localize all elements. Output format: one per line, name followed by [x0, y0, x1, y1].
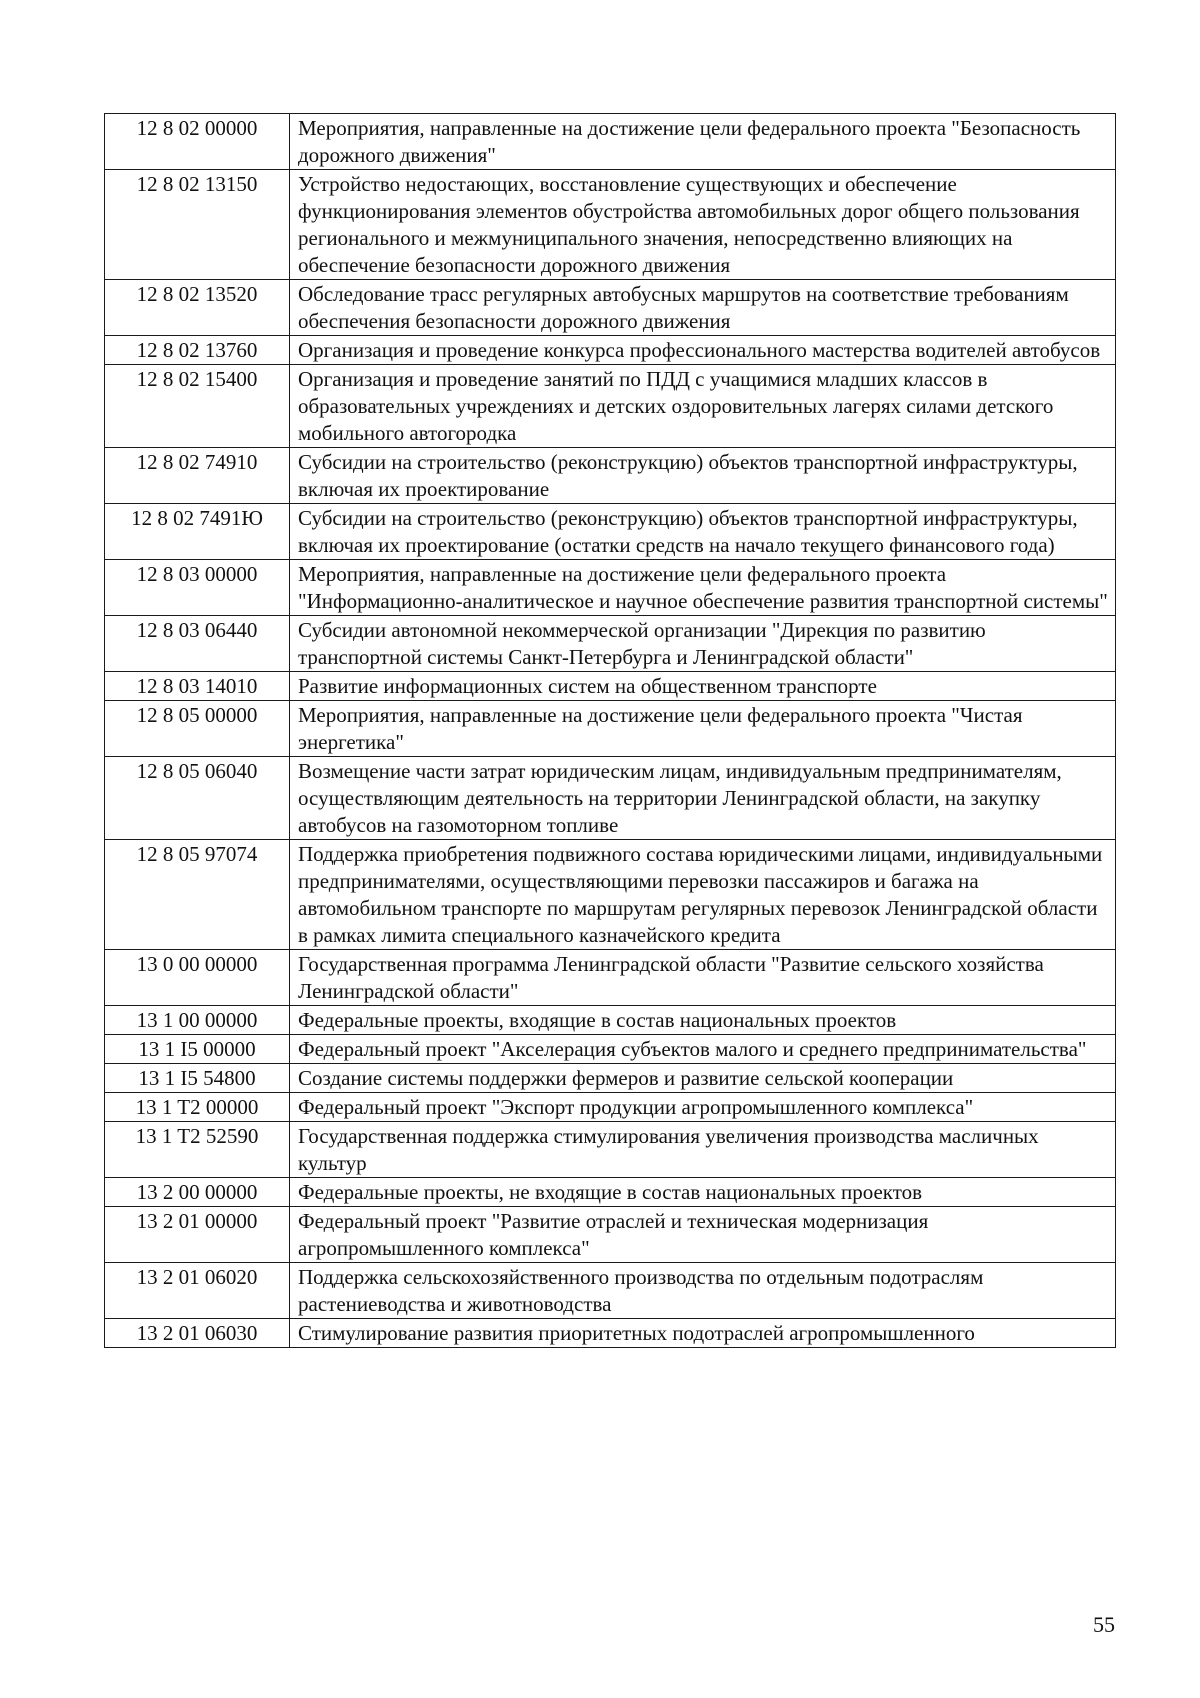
table-row: [105, 114, 1116, 170]
row-description-cell: Мероприятия, направленные на достижение цели федерального проекта "Информационно-аналитическое и научное обеспечение развития транспортной системы": [290, 560, 1116, 616]
row-code-cell: 13 1 I5 00000: [105, 1035, 290, 1064]
page-number: 55: [1093, 1612, 1115, 1637]
row-code-cell: 12 8 03 00000: [105, 560, 290, 616]
table-row: [105, 170, 1116, 280]
table-row: [105, 560, 1116, 616]
row-description-cell: Федеральный проект "Экспорт продукции агропромышленного комплекса": [290, 1093, 1116, 1122]
row-description-cell: Субсидии на строительство (реконструкцию) объектов транспортной инфраструктуры, включая их проектирование: [290, 448, 1116, 504]
row-description-cell: Федеральные проекты, не входящие в состав национальных проектов: [290, 1178, 1116, 1207]
row-description-cell: Федеральные проекты, входящие в состав национальных проектов: [290, 1006, 1116, 1035]
row-code-cell: 12 8 02 7491Ю: [105, 504, 290, 560]
table-row: [105, 1064, 1116, 1093]
table-row: [105, 1178, 1116, 1207]
row-code-cell: 13 1 I5 54800: [105, 1064, 290, 1093]
row-code-cell: 13 0 00 00000: [105, 950, 290, 1006]
table-row: [105, 616, 1116, 672]
table-row: [105, 757, 1116, 840]
row-description-cell: Субсидии на строительство (реконструкцию) объектов транспортной инфраструктуры, включая их проектирование (остатки средств на начало текущего финансового года): [290, 504, 1116, 560]
table-row: [105, 1035, 1116, 1064]
table-row: [105, 280, 1116, 336]
row-description-cell: Мероприятия, направленные на достижение цели федерального проекта "Чистая энергетика": [290, 701, 1116, 757]
row-code-cell: 12 8 05 00000: [105, 701, 290, 757]
row-code-cell: 12 8 02 13760: [105, 336, 290, 365]
row-code-cell: 12 8 03 14010: [105, 672, 290, 701]
row-description-cell: Мероприятия, направленные на достижение цели федерального проекта "Безопасность дорожного движения": [290, 114, 1116, 170]
table-row: [105, 840, 1116, 950]
row-description-cell: Возмещение части затрат юридическим лицам, индивидуальным предпринимателям, осуществляющим деятельность на территории Ленинградской области, на закупку автобусов на газомоторном топливе: [290, 757, 1116, 840]
table-row: [105, 950, 1116, 1006]
row-code-cell: 12 8 02 13150: [105, 170, 290, 280]
table-row: [105, 448, 1116, 504]
table-row: [105, 336, 1116, 365]
row-code-cell: 13 1 T2 52590: [105, 1122, 290, 1178]
row-description-cell: Государственная программа Ленинградской области "Развитие сельского хозяйства Ленинградской области": [290, 950, 1116, 1006]
budget-classification-table: [104, 113, 1116, 1348]
row-code-cell: 12 8 02 13520: [105, 280, 290, 336]
row-code-cell: 13 2 01 06020: [105, 1263, 290, 1319]
row-description-cell: Организация и проведение конкурса профессионального мастерства водителей автобусов: [290, 336, 1116, 365]
table-row: [105, 672, 1116, 701]
row-code-cell: 13 2 01 06030: [105, 1319, 290, 1348]
row-code-cell: 13 2 00 00000: [105, 1178, 290, 1207]
row-description-cell: Поддержка сельскохозяйственного производства по отдельным подотраслям растениеводства и животноводства: [290, 1263, 1116, 1319]
row-description-cell: Развитие информационных систем на общественном транспорте: [290, 672, 1116, 701]
table-row: [105, 365, 1116, 448]
row-description-cell: Создание системы поддержки фермеров и развитие сельской кооперации: [290, 1064, 1116, 1093]
row-code-cell: 12 8 05 06040: [105, 757, 290, 840]
table-row: [105, 1207, 1116, 1263]
row-description-cell: Устройство недостающих, восстановление существующих и обеспечение функционирования элементов обустройства автомобильных дорог общего пользования регионального и межмуниципального значения, непосредственно влияющих на обеспечение безопасности дорожного движения: [290, 170, 1116, 280]
row-description-cell: Субсидии автономной некоммерческой организации "Дирекция по развитию транспортной системы Санкт-Петербурга и Ленинградской области": [290, 616, 1116, 672]
row-description-cell: Федеральный проект "Развитие отраслей и техническая модернизация агропромышленного комплекса": [290, 1207, 1116, 1263]
table-row: [105, 504, 1116, 560]
row-description-cell: Поддержка приобретения подвижного состава юридическими лицами, индивидуальными предпринимателями, осуществляющими перевозки пассажиров и багажа на автомобильном транспорте по маршрутам регулярных перевозок Ленинградской области в рамках лимита специального казначейского кредита: [290, 840, 1116, 950]
table-row: [105, 1122, 1116, 1178]
table-row: [105, 1006, 1116, 1035]
row-description-cell: Государственная поддержка стимулирования увеличения производства масличных культур: [290, 1122, 1116, 1178]
table-row: [105, 701, 1116, 757]
row-code-cell: 12 8 02 15400: [105, 365, 290, 448]
row-code-cell: 13 1 00 00000: [105, 1006, 290, 1035]
table-row: [105, 1319, 1116, 1348]
table-row: [105, 1093, 1116, 1122]
row-code-cell: 13 1 T2 00000: [105, 1093, 290, 1122]
row-description-cell: Обследование трасс регулярных автобусных маршрутов на соответствие требованиям обеспечения безопасности дорожного движения: [290, 280, 1116, 336]
table-row: [105, 1263, 1116, 1319]
row-code-cell: 12 8 03 06440: [105, 616, 290, 672]
row-code-cell: 12 8 02 00000: [105, 114, 290, 170]
row-description-cell: Федеральный проект "Акселерация субъектов малого и среднего предпринимательства": [290, 1035, 1116, 1064]
row-code-cell: 12 8 05 97074: [105, 840, 290, 950]
row-code-cell: 13 2 01 00000: [105, 1207, 290, 1263]
row-code-cell: 12 8 02 74910: [105, 448, 290, 504]
row-description-cell: Стимулирование развития приоритетных подотраслей агропромышленного: [290, 1319, 1116, 1348]
row-description-cell: Организация и проведение занятий по ПДД с учащимися младших классов в образовательных учреждениях и детских оздоровительных лагерях силами детского мобильного автогородка: [290, 365, 1116, 448]
